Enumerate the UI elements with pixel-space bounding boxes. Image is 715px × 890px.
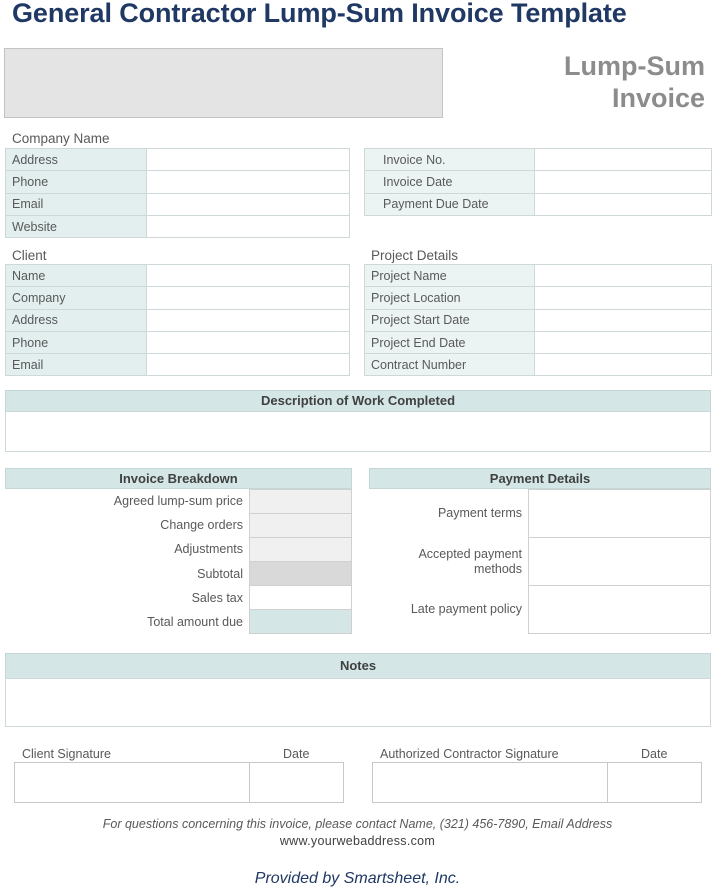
company-field-label: Phone [6,171,147,193]
table-row [6,171,350,193]
payment-details-heading: Payment Details [369,468,711,489]
table-row [6,287,350,309]
table-row [365,309,712,331]
invoice-number-input[interactable] [535,149,712,171]
logo-placeholder[interactable] [4,48,443,118]
document-type-line2: Invoice [611,83,705,113]
invoice-info-table [364,148,712,216]
project-field-label: Contract Number [365,354,535,376]
website-text: www.yourwebaddress.com [279,834,436,848]
lump-sum-price-cell[interactable] [249,489,352,514]
company-name-label: Company Name [12,131,110,146]
adjustments-cell[interactable] [249,537,352,562]
client-field-label: Email [6,354,147,376]
company-email-input[interactable] [147,193,350,215]
breakdown-label: Sales tax [191,591,243,605]
table-row [6,193,350,215]
page-title: General Contractor Lump-Sum Invoice Template [12,0,627,28]
company-table [5,148,350,238]
table-row [6,149,350,171]
table-row [6,265,350,287]
project-start-date-input[interactable] [535,309,712,331]
contractor-date-field[interactable] [607,762,702,803]
contract-number-input[interactable] [535,354,712,376]
notes-input[interactable] [5,678,711,727]
provided-by-text[interactable]: Provided by Smartsheet, Inc. [254,870,461,887]
breakdown-label: Subtotal [197,567,243,581]
client-field-label: Address [6,309,147,331]
client-signature-field[interactable] [14,762,250,803]
project-field-label: Project Name [365,265,535,287]
total-amount-due-cell[interactable] [249,609,352,634]
subtotal-cell[interactable] [249,561,352,586]
accepted-payment-methods-input[interactable] [528,537,711,586]
breakdown-label: Adjustments [174,542,243,556]
table-row [6,354,350,376]
payment-due-date-input[interactable] [535,193,712,215]
breakdown-label: Total amount due [147,615,243,629]
description-heading: Description of Work Completed [5,390,711,412]
table-row [365,171,712,193]
table-row [365,354,712,376]
breakdown-label: Change orders [160,518,243,532]
payment-label: Accepted payment methods [418,547,522,576]
sales-tax-cell[interactable] [249,585,352,610]
client-field-label: Company [6,287,147,309]
company-field-label: Email [6,193,147,215]
invoice-breakdown-heading: Invoice Breakdown [5,468,352,489]
client-phone-input[interactable] [147,331,350,353]
contractor-date-label: Date [641,747,668,761]
table-row [365,149,712,171]
contractor-signature-field[interactable] [372,762,608,803]
client-name-input[interactable] [147,265,350,287]
client-signature-label: Client Signature [22,747,111,761]
company-address-input[interactable] [147,149,350,171]
table-row [6,331,350,353]
project-details-label: Project Details [371,248,459,263]
document-type-heading [445,50,705,114]
invoice-field-label: Invoice Date [365,171,535,193]
client-company-input[interactable] [147,287,350,309]
table-row [365,331,712,353]
table-row [365,193,712,215]
invoice-date-input[interactable] [535,171,712,193]
breakdown-label: Agreed lump-sum price [113,494,243,508]
client-address-input[interactable] [147,309,350,331]
project-table [364,264,712,376]
project-field-label: Project Start Date [365,309,535,331]
company-field-label: Website [6,215,147,237]
project-name-input[interactable] [535,265,712,287]
table-row [6,215,350,237]
contact-note: For questions concerning this invoice, please contact Name, (321) 456-7890, Email Address [102,817,613,831]
table-row [365,265,712,287]
payment-label: Late payment policy [410,602,522,616]
change-orders-cell[interactable] [249,513,352,538]
client-label: Client [12,248,47,263]
client-table [5,264,350,376]
invoice-field-label: Invoice No. [365,149,535,171]
client-field-label: Phone [6,331,147,353]
project-end-date-input[interactable] [535,331,712,353]
client-date-label: Date [283,747,310,761]
late-payment-policy-input[interactable] [528,585,711,634]
payment-terms-input[interactable] [528,489,711,538]
project-field-label: Project End Date [365,331,535,353]
client-email-input[interactable] [147,354,350,376]
company-phone-input[interactable] [147,171,350,193]
payment-label: Payment terms [437,506,522,520]
table-row [6,309,350,331]
client-field-label: Name [6,265,147,287]
table-row [365,287,712,309]
invoice-field-label: Payment Due Date [365,193,535,215]
contractor-signature-label: Authorized Contractor Signature [380,747,559,761]
company-website-input[interactable] [147,215,350,237]
notes-heading: Notes [5,653,711,679]
company-field-label: Address [6,149,147,171]
project-location-input[interactable] [535,287,712,309]
project-field-label: Project Location [365,287,535,309]
document-type-line1: Lump-Sum [564,51,705,81]
client-date-field[interactable] [249,762,344,803]
description-input[interactable] [5,411,711,452]
